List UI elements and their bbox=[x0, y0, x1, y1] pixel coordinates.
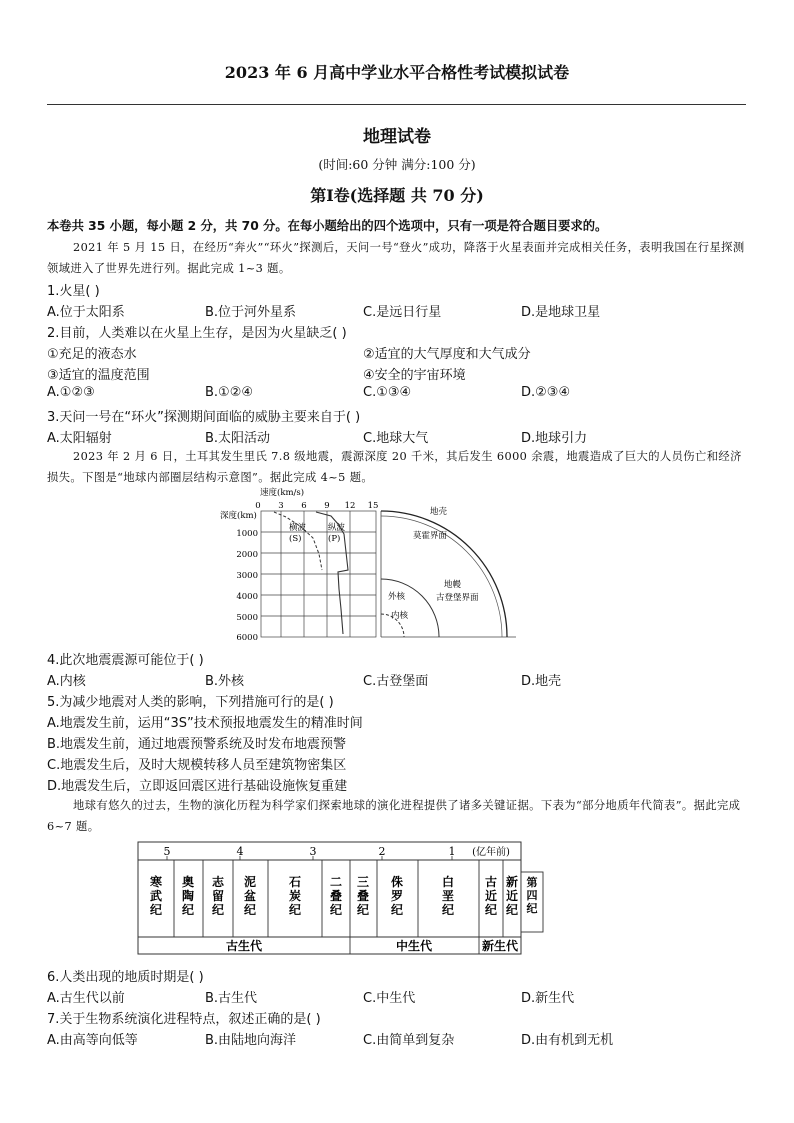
q3-stem: 3.天问一号在“环火”探测期间面临的威胁主要来自于( ) bbox=[47, 410, 361, 425]
speed-axis-label: 速度(km/s) bbox=[260, 488, 305, 498]
q2-option-b: B.①②④ bbox=[205, 385, 254, 400]
q6-option-c: C.中生代 bbox=[363, 991, 416, 1006]
q2-statement-2: ②适宜的大气厚度和大气成分 bbox=[363, 347, 531, 362]
gutenberg-label: 古登堡界面 bbox=[436, 593, 479, 603]
speed-ticks bbox=[255, 501, 378, 511]
period-cretaceous: 白垩纪 bbox=[441, 875, 455, 917]
q1-option-c: C.是远日行星 bbox=[363, 305, 442, 320]
q2-statement-4: ④安全的宇宙环境 bbox=[363, 368, 466, 383]
period-paleogene: 古近纪 bbox=[484, 875, 498, 917]
speed-tick: 9 bbox=[324, 501, 330, 511]
q3-option-a: A.太阳辐射 bbox=[47, 431, 112, 446]
q4-stem: 4.此次地震震源可能位于( ) bbox=[47, 653, 204, 668]
q5-option-c: C.地震发生后，及时大规模转移人员至建筑物密集区 bbox=[47, 758, 347, 773]
q3-option-b: B.太阳活动 bbox=[205, 431, 271, 446]
p-wave-text: 纵波 bbox=[328, 523, 346, 533]
q2-stem: 2.目前，人类难以在火星上生存，是因为火星缺乏( ) bbox=[47, 326, 347, 341]
period-quaternary: 第四纪 bbox=[526, 876, 538, 915]
age-tick: 2 bbox=[378, 845, 386, 858]
q2-option-c: C.①③④ bbox=[363, 385, 412, 400]
q1-option-b: B.位于河外星系 bbox=[205, 305, 297, 320]
instructions: 本卷共 35 小题，每小题 2 分，共 70 分。在每小题给出的四个选项中，只有一项是符合题目要求的。 bbox=[47, 219, 608, 233]
period-triassic: 三叠纪 bbox=[356, 875, 370, 917]
age-tick: 1 bbox=[448, 845, 456, 858]
exam-header: 2023 年 6 月高中学业水平合格性考试模拟试卷 bbox=[224, 63, 570, 82]
q6-option-a: A.古生代以前 bbox=[47, 991, 125, 1006]
age-tick: 5 bbox=[163, 845, 171, 858]
q2-statement-1: ①充足的液态水 bbox=[47, 347, 137, 362]
q3-option-d: D.地球引力 bbox=[521, 431, 588, 446]
speed-tick: 6 bbox=[301, 501, 307, 511]
q7-option-d: D.由有机到无机 bbox=[521, 1033, 614, 1048]
era-labels bbox=[226, 938, 519, 953]
passage-3: 地球有悠久的过去，生物的演化历程为科学家们探索地球的演化进程提供了诸多关键证据。下表为“部分地质年代简表”。据此完成 6~7 题。 bbox=[47, 799, 741, 833]
period-devonian: 泥盆纪 bbox=[243, 875, 257, 917]
period-permian: 二叠纪 bbox=[329, 875, 343, 917]
q7-stem: 7.关于生物系统演化进程特点，叙述正确的是( ) bbox=[47, 1012, 321, 1027]
q7-option-a: A.由高等向低等 bbox=[47, 1033, 138, 1048]
speed-tick: 15 bbox=[367, 501, 379, 511]
depth-tick: 6000 bbox=[236, 633, 258, 643]
q5-option-d: D.地震发生后，立即返回震区进行基础设施恢复重建 bbox=[47, 779, 348, 794]
q6-option-b: B.古生代 bbox=[205, 991, 258, 1006]
period-silurian: 志留纪 bbox=[211, 875, 225, 917]
era-paleozoic: 古生代 bbox=[225, 939, 263, 953]
q6-stem: 6.人类出现的地质时期是( ) bbox=[47, 970, 204, 985]
age-tick: 3 bbox=[309, 845, 317, 858]
era-mesozoic: 中生代 bbox=[395, 939, 433, 953]
earth-interior-figure bbox=[218, 484, 520, 646]
outer-core-label: 外核 bbox=[388, 592, 406, 602]
passage-2: 2023 年 2 月 6 日，土耳其发生里氏 7.8 级地震，震源深度 20 千米，其后发生 6000 余震，地震造成了巨大的人员伤亡和经济损失。下图是“地球内部圈层结构示意图”。据此完成 4~5 题。 bbox=[47, 450, 742, 484]
q1-option-a: A.位于太阳系 bbox=[47, 305, 125, 320]
depth-tick: 4000 bbox=[236, 592, 258, 602]
section-title: 第Ⅰ卷(选择题 共 70 分) bbox=[310, 186, 484, 205]
chart-grid bbox=[261, 511, 376, 637]
speed-tick: 3 bbox=[278, 501, 284, 511]
passage-1: 2021 年 5 月 15 日，在经历“奔火”“环火”探测后，天问一号“登火”成功，降落于火星表面并完成相关任务，表明我国在行星探测领域进入了世界先进行列。据此完成 1~3 题。 bbox=[47, 241, 745, 275]
period-labels bbox=[150, 874, 518, 917]
q1-stem: 1.火星( ) bbox=[47, 284, 100, 299]
speed-tick: 0 bbox=[255, 501, 261, 511]
q5-stem: 5.为减少地震对人类的影响，下列措施可行的是( ) bbox=[47, 695, 334, 710]
timeline-labels bbox=[164, 845, 510, 858]
q4-option-a: A.内核 bbox=[47, 674, 86, 689]
q4-option-d: D.地壳 bbox=[521, 674, 562, 689]
period-neogene: 新近纪 bbox=[505, 875, 519, 917]
era-cenozoic: 新生代 bbox=[481, 939, 519, 953]
header-divider bbox=[47, 104, 746, 105]
q2-statement-3: ③适宜的温度范围 bbox=[47, 368, 150, 383]
q3-option-c: C.地球大气 bbox=[363, 431, 429, 446]
age-unit: (亿年前) bbox=[472, 847, 510, 858]
inner-core-label: 内核 bbox=[391, 611, 409, 621]
q6-option-d: D.新生代 bbox=[521, 991, 575, 1006]
q4-option-b: B.外核 bbox=[205, 674, 245, 689]
q1-option-d: D.是地球卫星 bbox=[521, 305, 601, 320]
age-tick: 4 bbox=[236, 845, 244, 858]
depth-tick: 5000 bbox=[236, 613, 258, 623]
q7-option-c: C.由简单到复杂 bbox=[363, 1033, 455, 1048]
depth-tick: 2000 bbox=[236, 550, 258, 560]
period-cambrian: 寒武纪 bbox=[149, 875, 163, 917]
q4-option-c: C.古登堡面 bbox=[363, 674, 429, 689]
depth-axis-label: 深度(km) bbox=[220, 511, 257, 521]
mantle-label: 地幔 bbox=[444, 580, 462, 590]
q2-option-d: D.②③④ bbox=[521, 385, 571, 400]
period-carboniferous: 石炭纪 bbox=[288, 875, 302, 917]
q5-option-a: A.地震发生前，运用“3S”技术预报地震发生的精准时间 bbox=[47, 716, 363, 731]
speed-tick: 12 bbox=[344, 501, 356, 511]
q2-option-a: A.①②③ bbox=[47, 385, 95, 400]
geologic-timescale-table bbox=[136, 838, 546, 960]
paper-title: 地理试卷 bbox=[363, 127, 431, 147]
gutenberg-boundary bbox=[381, 579, 439, 637]
moho-label: 莫霍界面 bbox=[413, 531, 448, 541]
s-wave-text: 横波 bbox=[289, 523, 307, 533]
q5-option-b: B.地震发生前，通过地震预警系统及时发布地震预警 bbox=[47, 737, 347, 752]
crust-label: 地壳 bbox=[430, 507, 448, 517]
q7-option-b: B.由陆地向海洋 bbox=[205, 1033, 297, 1048]
depth-tick: 1000 bbox=[236, 529, 258, 539]
s-wave-text-sub: (S) bbox=[289, 534, 302, 544]
time-note: (时间:60 分钟 满分:100 分) bbox=[318, 157, 476, 172]
depth-tick: 3000 bbox=[236, 571, 258, 581]
period-ordovician: 奥陶纪 bbox=[181, 875, 195, 917]
depth-ticks bbox=[236, 529, 258, 643]
p-wave-text-sub: (P) bbox=[328, 534, 341, 544]
period-jurassic: 侏罗纪 bbox=[390, 875, 404, 917]
